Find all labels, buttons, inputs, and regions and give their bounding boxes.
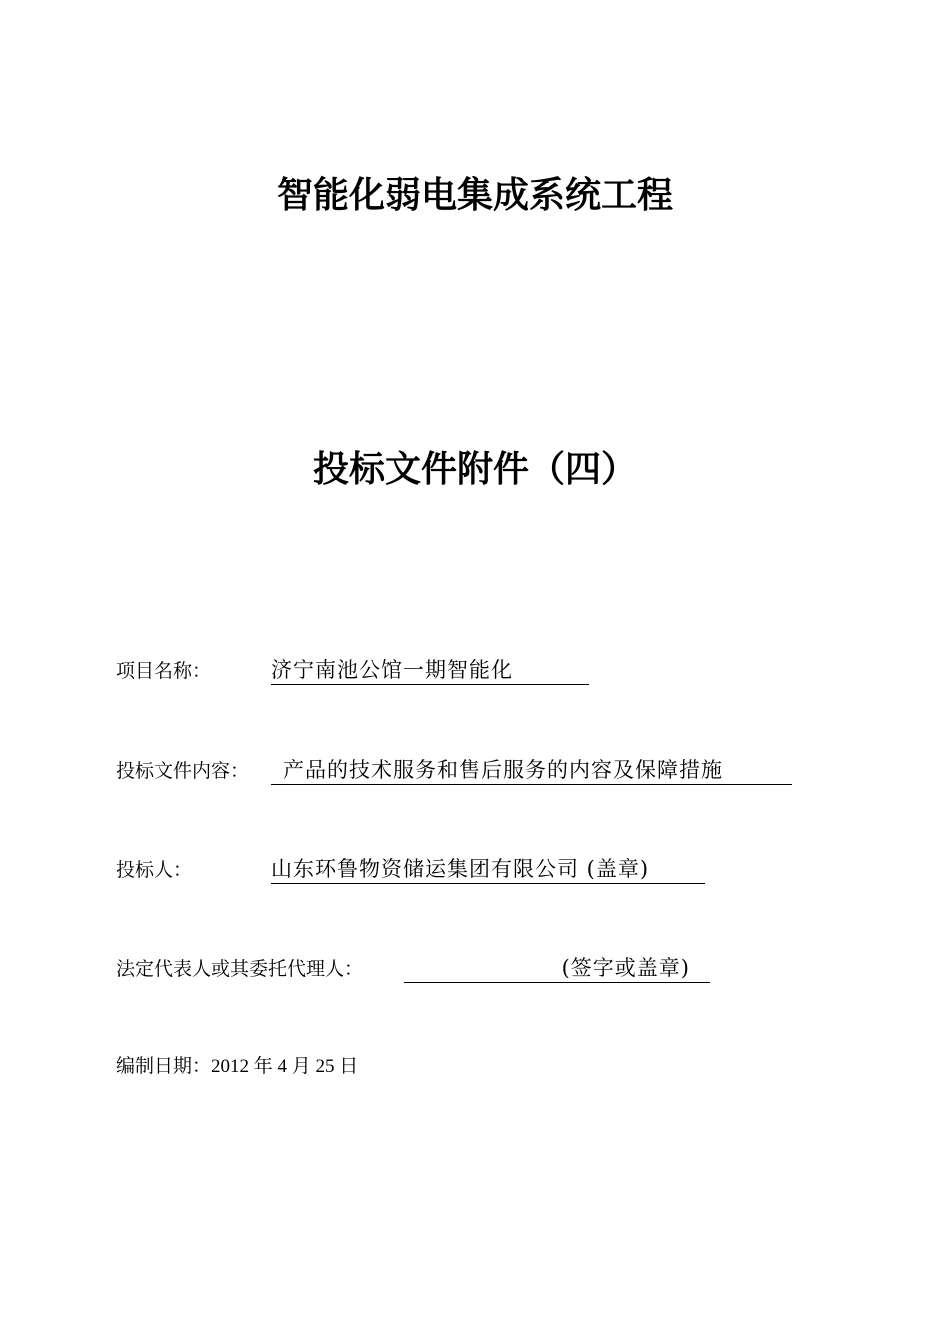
representative-text: (签字或盖章)	[561, 956, 690, 980]
representative-value	[404, 955, 710, 983]
project-name-label: 项目名称：	[116, 660, 212, 682]
project-name-text: 济宁南池公馆一期智能化	[271, 658, 513, 682]
bid-content-text: 产品的技术服务和售后服务的内容及保障措施	[283, 758, 723, 782]
bidder-text: 山东环鲁物资储运集团有限公司 (盖章)	[271, 857, 650, 881]
date-row	[116, 1054, 358, 1079]
representative-label: 法定代表人或其委托代理人：	[116, 958, 364, 980]
bid-content-label: 投标文件内容：	[116, 760, 250, 782]
bidder-label: 投标人：	[116, 859, 193, 881]
document-subtitle: 投标文件附件（四）	[312, 449, 637, 490]
document-title: 智能化弱电集成系统工程	[276, 175, 673, 216]
date-label: 编制日期：	[116, 1055, 212, 1077]
bid-content-value	[271, 757, 792, 785]
project-name-value	[271, 657, 589, 685]
bidder-value	[271, 856, 705, 884]
date-value: 2012 年 4 月 25 日	[211, 1056, 359, 1077]
